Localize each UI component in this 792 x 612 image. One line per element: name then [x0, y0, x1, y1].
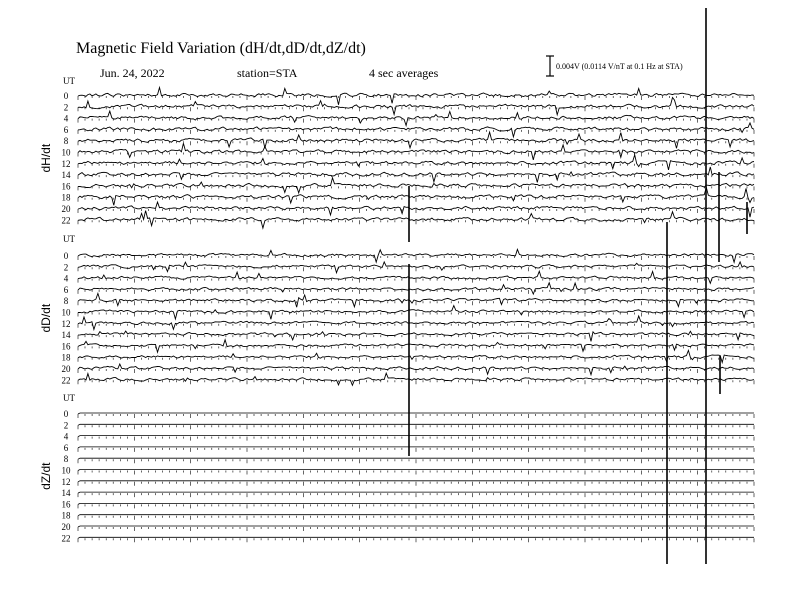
row-ticks — [78, 279, 754, 283]
chart-title: Magnetic Field Variation (dH/dt,dD/dt,dZ/dt) — [76, 40, 366, 57]
hour-tick-label: 10 — [61, 147, 71, 158]
series-line — [78, 143, 754, 160]
hour-tick-label: 8 — [63, 136, 69, 147]
row-ticks — [78, 198, 754, 202]
series-line — [78, 413, 754, 414]
hour-tick-label: 14 — [61, 330, 71, 341]
panel-label: dH/dt — [39, 143, 53, 173]
row-ticks — [78, 459, 754, 463]
series-line — [78, 364, 754, 375]
ut-label: UT — [63, 76, 75, 86]
hour-tick-label: 12 — [61, 476, 71, 487]
series-line — [78, 447, 754, 448]
hour-tick-label: 0 — [63, 91, 69, 101]
series-line — [78, 306, 754, 320]
hour-tick-label: 20 — [61, 522, 71, 532]
series-line — [78, 503, 754, 504]
hour-tick-label: 0 — [63, 409, 69, 419]
hour-tick-label: 20 — [61, 204, 71, 214]
ut-label: UT — [63, 393, 75, 403]
series-line — [78, 526, 754, 527]
panel-label: dZ/dt — [39, 462, 53, 490]
row-ticks — [78, 130, 754, 134]
row-ticks — [78, 437, 754, 441]
series-line — [78, 123, 754, 137]
row-ticks — [78, 527, 754, 531]
series-line — [78, 249, 754, 262]
hour-tick-label: 4 — [63, 273, 69, 284]
hour-tick-label: 18 — [61, 352, 71, 363]
row-ticks — [78, 482, 754, 486]
row-ticks — [78, 346, 754, 350]
hour-tick-label: 16 — [61, 499, 71, 510]
row-ticks — [78, 209, 754, 213]
panel-1 — [39, 234, 754, 385]
hour-tick-label: 22 — [61, 533, 71, 544]
row-ticks — [78, 301, 754, 305]
chart-averaging: 4 sec averages — [369, 66, 439, 80]
series-line — [78, 132, 754, 148]
row-ticks — [78, 380, 754, 384]
hour-tick-label: 4 — [63, 431, 69, 442]
series-line — [78, 492, 754, 493]
row-ticks — [78, 335, 754, 339]
hour-tick-label: 12 — [61, 158, 71, 169]
row-ticks — [78, 324, 754, 328]
hour-tick-label: 6 — [63, 442, 69, 453]
row-ticks — [78, 516, 754, 520]
hour-tick-label: 6 — [63, 124, 69, 135]
series-line — [78, 537, 754, 538]
series-line — [78, 481, 754, 482]
row-ticks — [78, 493, 754, 497]
hour-tick-label: 22 — [61, 375, 71, 386]
hour-tick-label: 0 — [63, 251, 69, 261]
series-line — [78, 111, 754, 125]
row-ticks — [78, 358, 754, 362]
series-line — [78, 424, 754, 425]
series-line — [78, 211, 754, 229]
series-line — [78, 470, 754, 471]
hour-tick-label: 18 — [61, 510, 71, 521]
row-ticks — [78, 119, 754, 123]
series-line — [78, 178, 754, 193]
row-ticks — [78, 504, 754, 508]
hour-tick-label: 16 — [61, 181, 71, 192]
row-ticks — [78, 164, 754, 168]
hour-tick-label: 12 — [61, 318, 71, 329]
panels — [39, 76, 754, 543]
scale-bar — [546, 56, 683, 76]
hour-tick-label: 18 — [61, 192, 71, 203]
row-ticks — [78, 471, 754, 475]
chart-date: Jun. 24, 2022 — [100, 66, 165, 80]
hour-tick-label: 6 — [63, 284, 69, 295]
chart-station: station=STA — [237, 66, 298, 80]
row-ticks — [78, 256, 754, 260]
hour-tick-label: 8 — [63, 296, 69, 307]
panel-label: dD/dt — [39, 303, 53, 333]
series-line — [78, 515, 754, 516]
row-ticks — [78, 448, 754, 452]
hour-tick-label: 10 — [61, 465, 71, 476]
series-line — [78, 458, 754, 459]
row-ticks — [78, 425, 754, 429]
hour-tick-label: 22 — [61, 215, 71, 226]
row-ticks — [78, 153, 754, 157]
hour-tick-label: 14 — [61, 488, 71, 499]
row-ticks — [78, 538, 754, 542]
hour-tick-label: 2 — [63, 262, 69, 273]
hour-tick-label: 8 — [63, 454, 69, 465]
series-line — [78, 88, 754, 105]
hour-tick-label: 16 — [61, 341, 71, 352]
hour-tick-label: 2 — [63, 102, 69, 113]
hour-tick-label: 4 — [63, 113, 69, 124]
hour-tick-label: 14 — [61, 170, 71, 181]
hour-tick-label: 10 — [61, 307, 71, 318]
scale-bar-label: 0.004V (0.0114 V/nT at 0.1 Hz at STA) — [556, 62, 683, 71]
row-ticks — [78, 186, 754, 190]
hour-tick-label: 2 — [63, 420, 69, 431]
row-ticks — [78, 414, 754, 418]
panel-0 — [39, 76, 754, 228]
row-ticks — [78, 107, 754, 111]
series-line — [78, 167, 754, 182]
panel-2 — [39, 393, 754, 543]
series-line — [78, 436, 754, 437]
ut-label: UT — [63, 234, 75, 244]
hour-tick-label: 20 — [61, 364, 71, 374]
series-line — [78, 98, 754, 115]
